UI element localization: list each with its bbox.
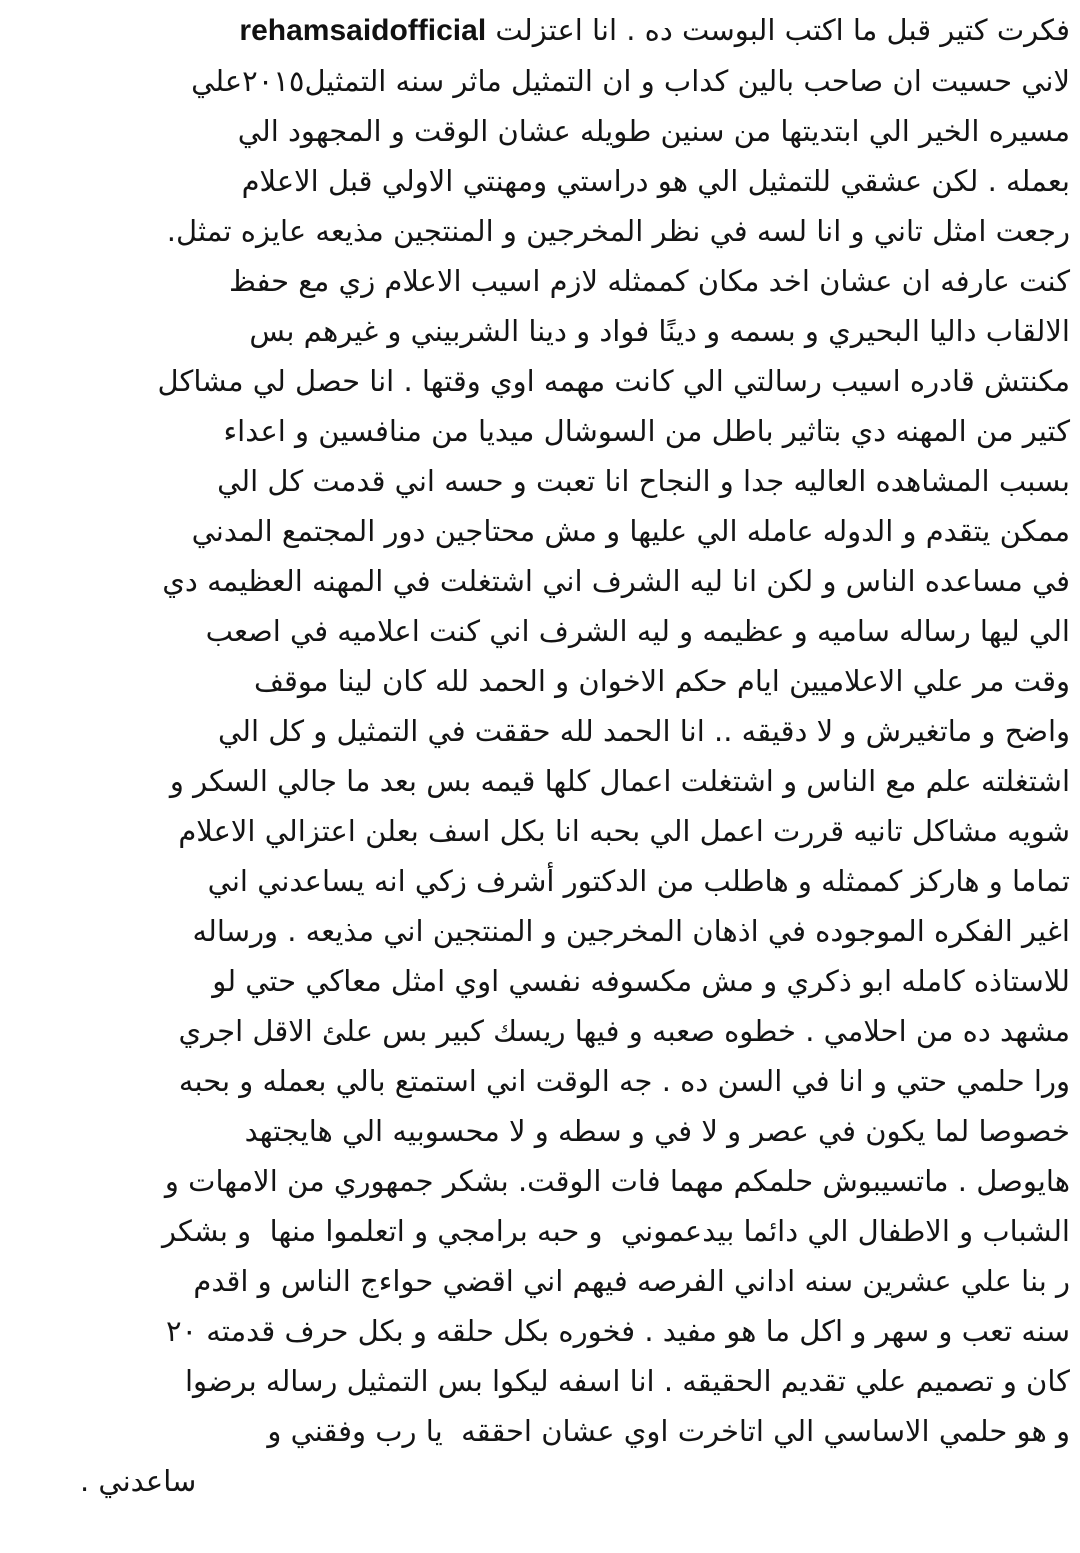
caption-line: واضح و ماتغيرش و لا دقيقه .. انا الحمد لله حققت في التمثيل و كل الي	[217, 714, 1070, 748]
caption-line: ر بنا علي عشرين سنه اداني الفرصه فيهم اني اقضي حواءج الناس و اقدم	[193, 1264, 1070, 1298]
caption-lines-container	[10, 56, 1070, 1506]
caption-line: الشباب و الاطفال الي دائما بيدعموني و حبه برامجي و اتعلموا منها و بشكر	[162, 1214, 1070, 1248]
caption-line: سنه تعب و سهر و اكل ما هو مفيد . فخوره بكل حلقه و بكل حرف قدمته ٢٠	[165, 1314, 1070, 1348]
caption-line: شويه مشاكل تانيه قررت اعمل الي بحبه انا بكل اسف بعلن اعتزالي الاعلام	[178, 814, 1070, 848]
caption-line: كنت عارفه ان عشان اخد مكان كممثله لازم اسيب الاعلام زي مع حفظ	[228, 264, 1070, 298]
caption-line: كتير من المهنه دي بتاثير باطل من السوشال ميديا من منافسين و اعداء	[223, 414, 1070, 448]
caption-line: للاستاذه كامله ابو ذكري و مش مكسوفه نفسي اوي امثل معاكي حتي لو	[212, 964, 1070, 998]
caption-line: بعمله . لكن عشقي للتمثيل الي هو دراستي ومهنتي الاولي قبل الاعلام	[241, 164, 1070, 198]
caption-line: مشهد ده من احلامي . خطوه صعبه و فيها ريسك كبير بس علئ الاقل اجري	[178, 1014, 1070, 1048]
caption-line: وقت مر علي الاعلاميين ايام حكم الاخوان و الحمد لله كان لينا موقف	[253, 664, 1070, 698]
caption-text-start: فكرت كتير قبل ما اكتب البوست ده . انا اعتزلت	[495, 13, 1070, 47]
caption-line: ساعدني .	[80, 1464, 197, 1498]
caption-line: لاني حسيت ان صاحب بالين كداب و ان التمثيل ماثر سنه التمثيل٢٠١٥علي	[191, 64, 1070, 98]
caption-line: اغير الفكره الموجوده في اذهان المخرجين و المنتجين اني مذيعه . ورساله	[192, 914, 1070, 948]
caption-line: مسيره الخير الي ابتديتها من سنين طويله عشان الوقت و المجهود الي	[237, 114, 1070, 148]
caption-line: هايوصل . ماتسيبوش حلمكم مهما فات الوقت. بشكر جمهوري من الامهات و	[164, 1164, 1070, 1198]
caption-line: ممكن يتقدم و الدوله عامله الي عليها و مش محتاجين دور المجتمع المدني	[191, 514, 1070, 548]
caption-line: بسبب المشاهده العاليه جدا و النجاح انا تعبت و حسه اني قدمت كل الي	[217, 464, 1070, 498]
caption-line: اشتغلته علم مع الناس و اشتغلت اعمال كلها قيمه بس بعد ما جالي السكر و	[169, 764, 1070, 798]
caption-line: الي ليها رساله ساميه و عظيمه و ليه الشرف اني كنت اعلاميه في اصعب	[205, 614, 1070, 648]
caption-line: خصوصا لما يكون في عصر و لا في و سطه و لا محسوبيه الي هايجتهد	[244, 1114, 1070, 1148]
caption-line: الالقاب داليا البحيري و بسمه و دينًا فواد و دينا الشربيني و غيرهم بس	[249, 314, 1070, 348]
caption-line: تماما و هاركز كممثله و هاطلب من الدكتور أشرف زكي انه يساعدني اني	[207, 864, 1070, 898]
caption-line	[10, 5, 1070, 56]
caption-line: و هو حلمي الاساسي الي اتاخرت اوي عشان احققه يا رب وفقني و	[267, 1414, 1070, 1448]
caption-line: في مساعده الناس و لكن انا ليه الشرف اني اشتغلت في المهنه العظيمه دي	[162, 564, 1070, 598]
caption-line: مكنتش قادره اسيب رسالتي الي كانت مهمه اوي وقتها . انا حصل لي مشاكل	[157, 364, 1070, 398]
caption-line: ورا حلمي حتي و انا في السن ده . جه الوقت اني استمتع بالي بعمله و بحبه	[178, 1064, 1070, 1098]
username-link[interactable]: rehamsaidofficial	[239, 14, 487, 47]
caption-line: كان و تصميم علي تقديم الحقيقه . انا اسفه ليكوا بس التمثيل رساله برضوا	[184, 1364, 1070, 1398]
caption-line: رجعت امثل تاني و انا لسه في نظر المخرجين و المنتجين مذيعه عايزه تمثل.	[166, 214, 1070, 248]
